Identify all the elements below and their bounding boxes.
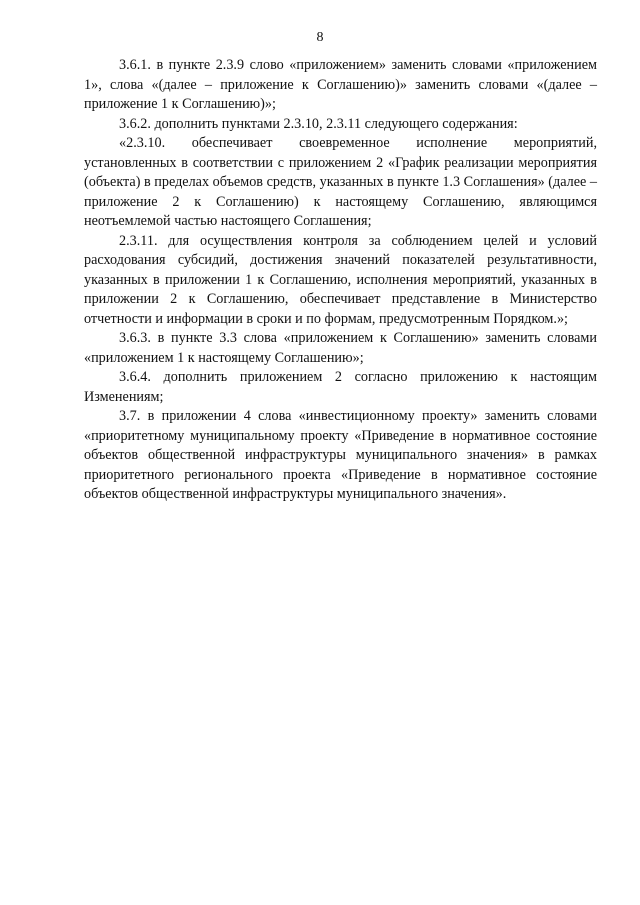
paragraph-3-6-1: 3.6.1. в пункте 2.3.9 слово «приложением» заменить словами «приложением 1», слова «(далее – приложение к Соглашению)» заменить словами «(далее – приложение 1 к Соглашению)»; <box>84 57 597 112</box>
paragraph-2-3-10: «2.3.10. обеспечивает своевременное исполнение мероприятий, установленных в соответствии с приложением 2 «График реализации мероприятия (объекта) в пределах объемов средств, указанных в пункте 1.3 Соглашения» (далее – приложение 2 к Соглашению) к настоящему Соглашению, являющимся неотъемлемой частью настоящего Соглашения; <box>84 135 597 229</box>
document-body <box>84 56 597 505</box>
paragraph-3-6-3: 3.6.3. в пункте 3.3 слова «приложением к Соглашению» заменить словами «приложением 1 к настоящему Соглашению»; <box>84 330 597 366</box>
paragraph-2-3-11: 2.3.11. для осуществления контроля за соблюдением целей и условий расходования субсидий, достижения значений показателей результативности, указанных в приложении 1 к Соглашению, исполнения мероприятий, указанных в приложении 2 к Соглашению, обеспечивает представление в Министерство отчетности и информации в сроки и по формам, предусмотренным Порядком.»; <box>84 232 597 327</box>
paragraph-3-6-4: 3.6.4. дополнить приложением 2 согласно приложению к настоящим Изменениям; <box>84 369 597 405</box>
paragraph-3-6-2: 3.6.2. дополнить пунктами 2.3.10, 2.3.11 следующего содержания: <box>119 115 518 132</box>
paragraph-3-7: 3.7. в приложении 4 слова «инвестиционному проекту» заменить словами «приоритетному муниципальному проекту «Приведение в нормативное состояние объектов общественной инфраструктуры муниципального значения» в рамках приоритетного регионального проекта «Приведение в нормативное состояние объектов общественной инфраструктуры муниципального значения». <box>84 408 597 502</box>
page-number: 8 <box>316 30 324 45</box>
